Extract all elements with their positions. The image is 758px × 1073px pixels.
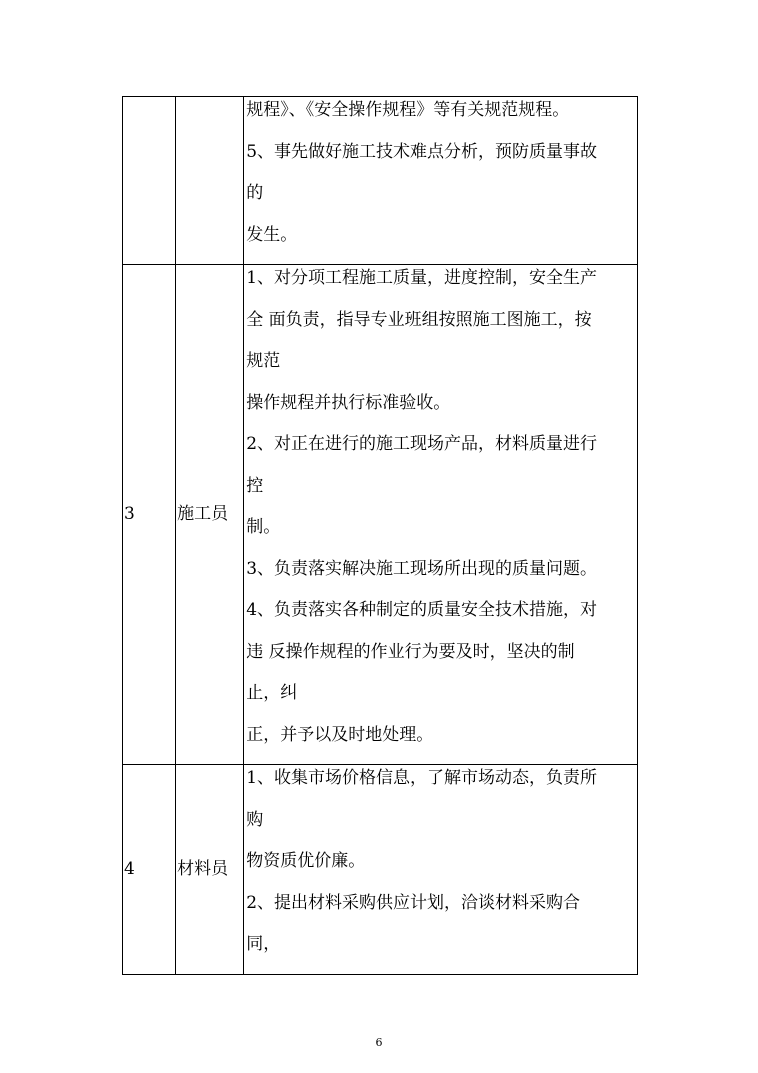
row-number: 4 (124, 858, 135, 879)
role-cell (176, 265, 244, 765)
duty-line: 控 (246, 475, 264, 496)
duty-line: 的 (246, 183, 264, 203)
table-row (123, 97, 638, 265)
duty-line: 1、收集市场价格信息，了解市场动态，负责所 (246, 768, 598, 788)
role-name: 施工员 (177, 504, 229, 524)
duty-line: 规范 (246, 351, 281, 371)
duty-line: 物资质优价廉。 (246, 851, 366, 871)
duty-line: 2、对正在进行的施工现场产品，材料质量进行 (246, 434, 598, 454)
duty-line: 止，纠 (246, 683, 298, 703)
duty-line: 全 面负责，指导专业班组按照施工图施工，按 (246, 309, 592, 330)
duty-line: 3、负责落实解决施工现场所出现的质量问题。 (246, 558, 598, 579)
table-row (123, 265, 638, 765)
table-row (123, 765, 638, 975)
role-cell (176, 765, 244, 975)
row-number-cell (123, 765, 176, 975)
role-name: 材料员 (177, 858, 229, 879)
page-number: 6 (375, 1036, 383, 1049)
duty-line: 4、负责落实各种制定的质量安全技术措施，对 (246, 600, 598, 620)
duty-line: 2、提出材料采购供应计划，洽谈材料采购合 (246, 892, 581, 913)
duty-line: 1、对分项工程施工质量，进度控制，安全生产 (246, 268, 598, 288)
row-number-cell (123, 97, 176, 265)
duty-line: 操作规程并执行标准验收。 (246, 392, 451, 413)
duty-line: 制。 (246, 517, 281, 537)
duty-cell (244, 765, 638, 975)
duty-line: 5、事先做好施工技术难点分析，预防质量事故 (246, 141, 598, 162)
duty-table (122, 96, 638, 975)
duty-cell (244, 265, 638, 765)
role-cell (176, 97, 244, 265)
duty-line: 规程》、《安全操作规程》等有关规范规程。 (246, 100, 570, 120)
duty-line: 购 (246, 809, 264, 830)
duty-cell (244, 97, 638, 265)
row-number-cell (123, 265, 176, 765)
duty-line: 同， (246, 934, 281, 954)
row-number: 3 (124, 504, 135, 524)
duty-line: 违 反操作规程的作业行为要及时，坚决的制 (246, 641, 575, 662)
duty-line: 正，并予以及时地处理。 (246, 724, 434, 745)
duty-line: 发生。 (246, 224, 298, 245)
